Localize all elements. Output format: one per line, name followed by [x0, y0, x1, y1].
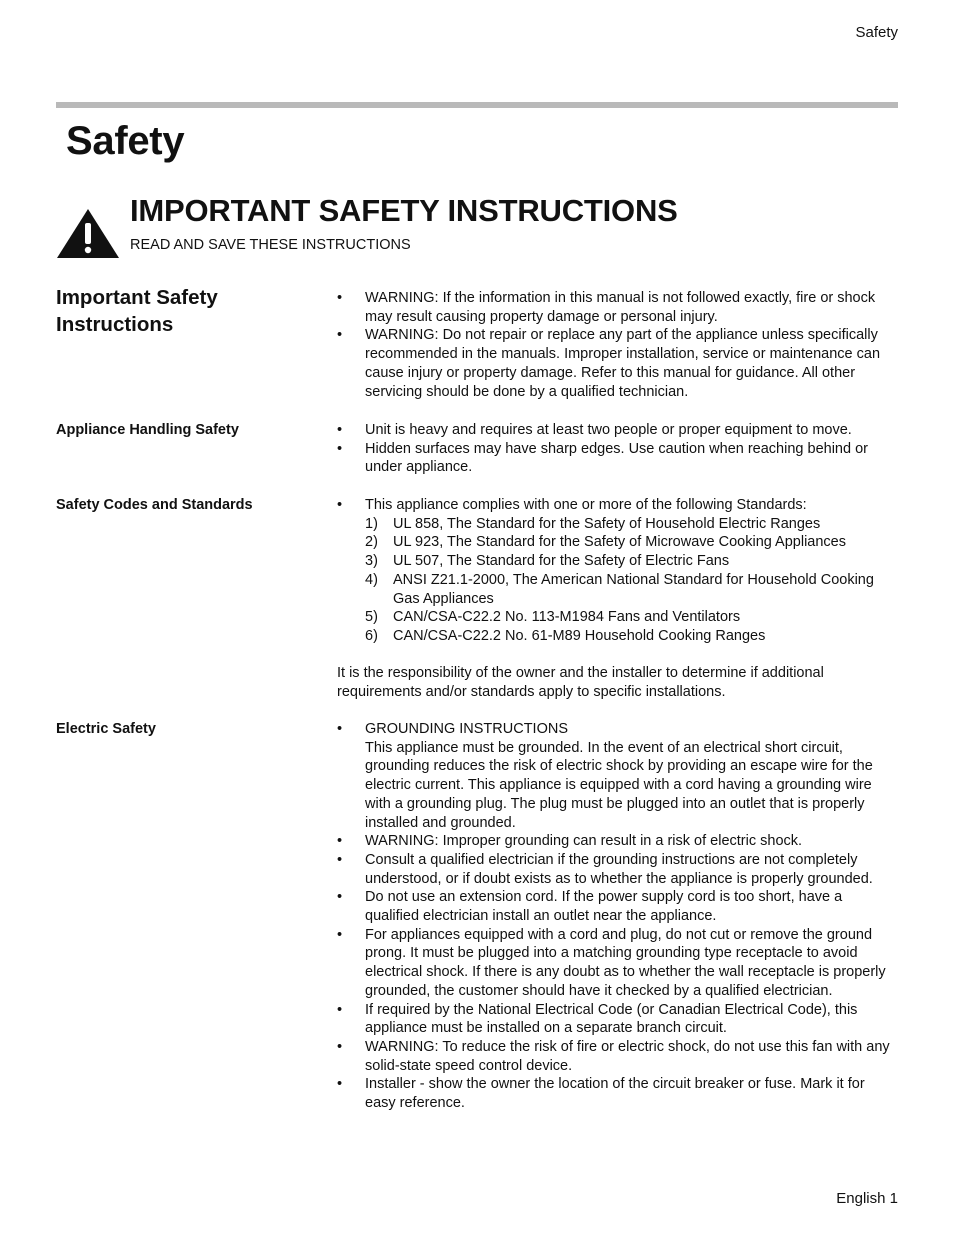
bullet-list — [337, 289, 897, 401]
running-head: Safety — [855, 24, 898, 41]
standard-number: 5) — [365, 609, 378, 626]
list-item: • Unit is heavy and requires at least two people or proper equipment to move. — [337, 421, 897, 440]
list-item: • WARNING: Do not repair or replace any part of the appliance unless specifically recommended in the manuals. Improper installation, service or maintenance can cause injury or property damage. Refer to this manual for guidance. All other servicing should be done by a qualified technician. — [337, 326, 897, 401]
list-item: • Hidden surfaces may have sharp edges. Use caution when reaching behind or under appliance. — [337, 440, 897, 477]
standard-number: 1) — [365, 515, 378, 532]
standard-text: CAN/CSA-C22.2 No. 113-M1984 Fans and Ventilators — [393, 609, 741, 626]
grounding-title: • GROUNDING INSTRUCTIONS — [365, 721, 568, 737]
grounding-body: This appliance must be grounded. In the event of an electrical short circuit, grounding reduces the risk of electric shock by providing an escape wire for the electric current. This appliance is equipped with a cord having a grounding wire with a grounding plug. The plug must be plugged into an outlet that is properly installed and grounded. — [365, 739, 873, 831]
standards-intro: This appliance complies with one or more of the following Standards: — [365, 497, 807, 513]
section-body-electric — [337, 720, 897, 1113]
standard-number: 6) — [365, 627, 378, 644]
standards-list — [365, 515, 897, 646]
list-item — [337, 496, 897, 646]
bullet-list — [337, 496, 897, 646]
warning-triangle-icon — [56, 207, 120, 259]
section-heading-important: Important Safety Instructions — [56, 286, 218, 336]
list-item: • Installer - show the owner the location of the circuit breaker or fuse. Mark it for easy reference. — [337, 1075, 897, 1112]
list-item — [337, 720, 897, 832]
responsibility-note: It is the responsibility of the owner and the installer to determine if additional requirements and/or standards apply to specific installations. — [337, 665, 824, 701]
standard-text: UL 858, The Standard for the Safety of Household Electric Ranges — [393, 515, 821, 532]
standard-text: ANSI Z21.1-2000, The American National Standard for Household Cooking Gas Appliances — [393, 571, 874, 607]
list-item: • WARNING: If the information in this manual is not followed exactly, fire or shock may result causing property damage or personal injury. — [337, 289, 897, 326]
section-body-important — [337, 289, 897, 401]
standard-text: CAN/CSA-C22.2 No. 61-M89 Household Cooking Ranges — [393, 627, 766, 644]
list-item: • Do not use an extension cord. If the power supply cord is too short, have a qualified electrician install an outlet near the appliance. — [337, 888, 897, 925]
page-title: Safety — [66, 119, 185, 163]
top-rule — [56, 102, 898, 108]
banner-title: IMPORTANT SAFETY INSTRUCTIONS — [130, 193, 678, 228]
bullet-list — [337, 720, 897, 1113]
bullet-list — [337, 421, 897, 477]
list-item: • WARNING: To reduce the risk of fire or electric shock, do not use this fan with any solid-state speed control device. — [337, 1038, 897, 1075]
standard-item — [365, 571, 897, 608]
list-item: • If required by the National Electrical Code (or Canadian Electrical Code), this appliance must be installed on a separate branch circuit. — [337, 1001, 897, 1038]
standard-number: 4) — [365, 571, 378, 588]
standard-text: UL 923, The Standard for the Safety of Microwave Cooking Appliances — [393, 534, 846, 551]
standard-text: UL 507, The Standard for the Safety of Electric Fans — [393, 553, 730, 570]
page-footer: English 1 — [836, 1190, 898, 1207]
section-heading-codes: Safety Codes and Standards — [56, 497, 253, 513]
standard-item — [365, 533, 897, 552]
standard-number: 2) — [365, 534, 378, 551]
standard-item — [365, 515, 897, 534]
list-item: • For appliances equipped with a cord and plug, do not cut or remove the ground prong. It must be plugged into a matching grounding type receptacle to avoid electrical shock. If there is any doubt as to whether the wall receptacle is properly grounded, the customer should have it checked by a qualified electrician. — [337, 926, 897, 1001]
list-item: • Consult a qualified electrician if the grounding instructions are not completely understood, or if doubt exists as to whether the appliance is properly grounded. — [337, 851, 897, 888]
section-heading-electric: Electric Safety — [56, 721, 156, 737]
section-heading-handling: Appliance Handling Safety — [56, 422, 239, 438]
section-body-codes — [337, 496, 897, 702]
standard-item — [365, 552, 897, 571]
standard-number: 3) — [365, 553, 378, 570]
standard-item — [365, 627, 897, 646]
standard-item — [365, 608, 897, 627]
list-item: • WARNING: Improper grounding can result in a risk of electric shock. — [337, 832, 897, 851]
banner-subtitle: READ AND SAVE THESE INSTRUCTIONS — [130, 237, 411, 253]
section-body-handling — [337, 421, 897, 477]
